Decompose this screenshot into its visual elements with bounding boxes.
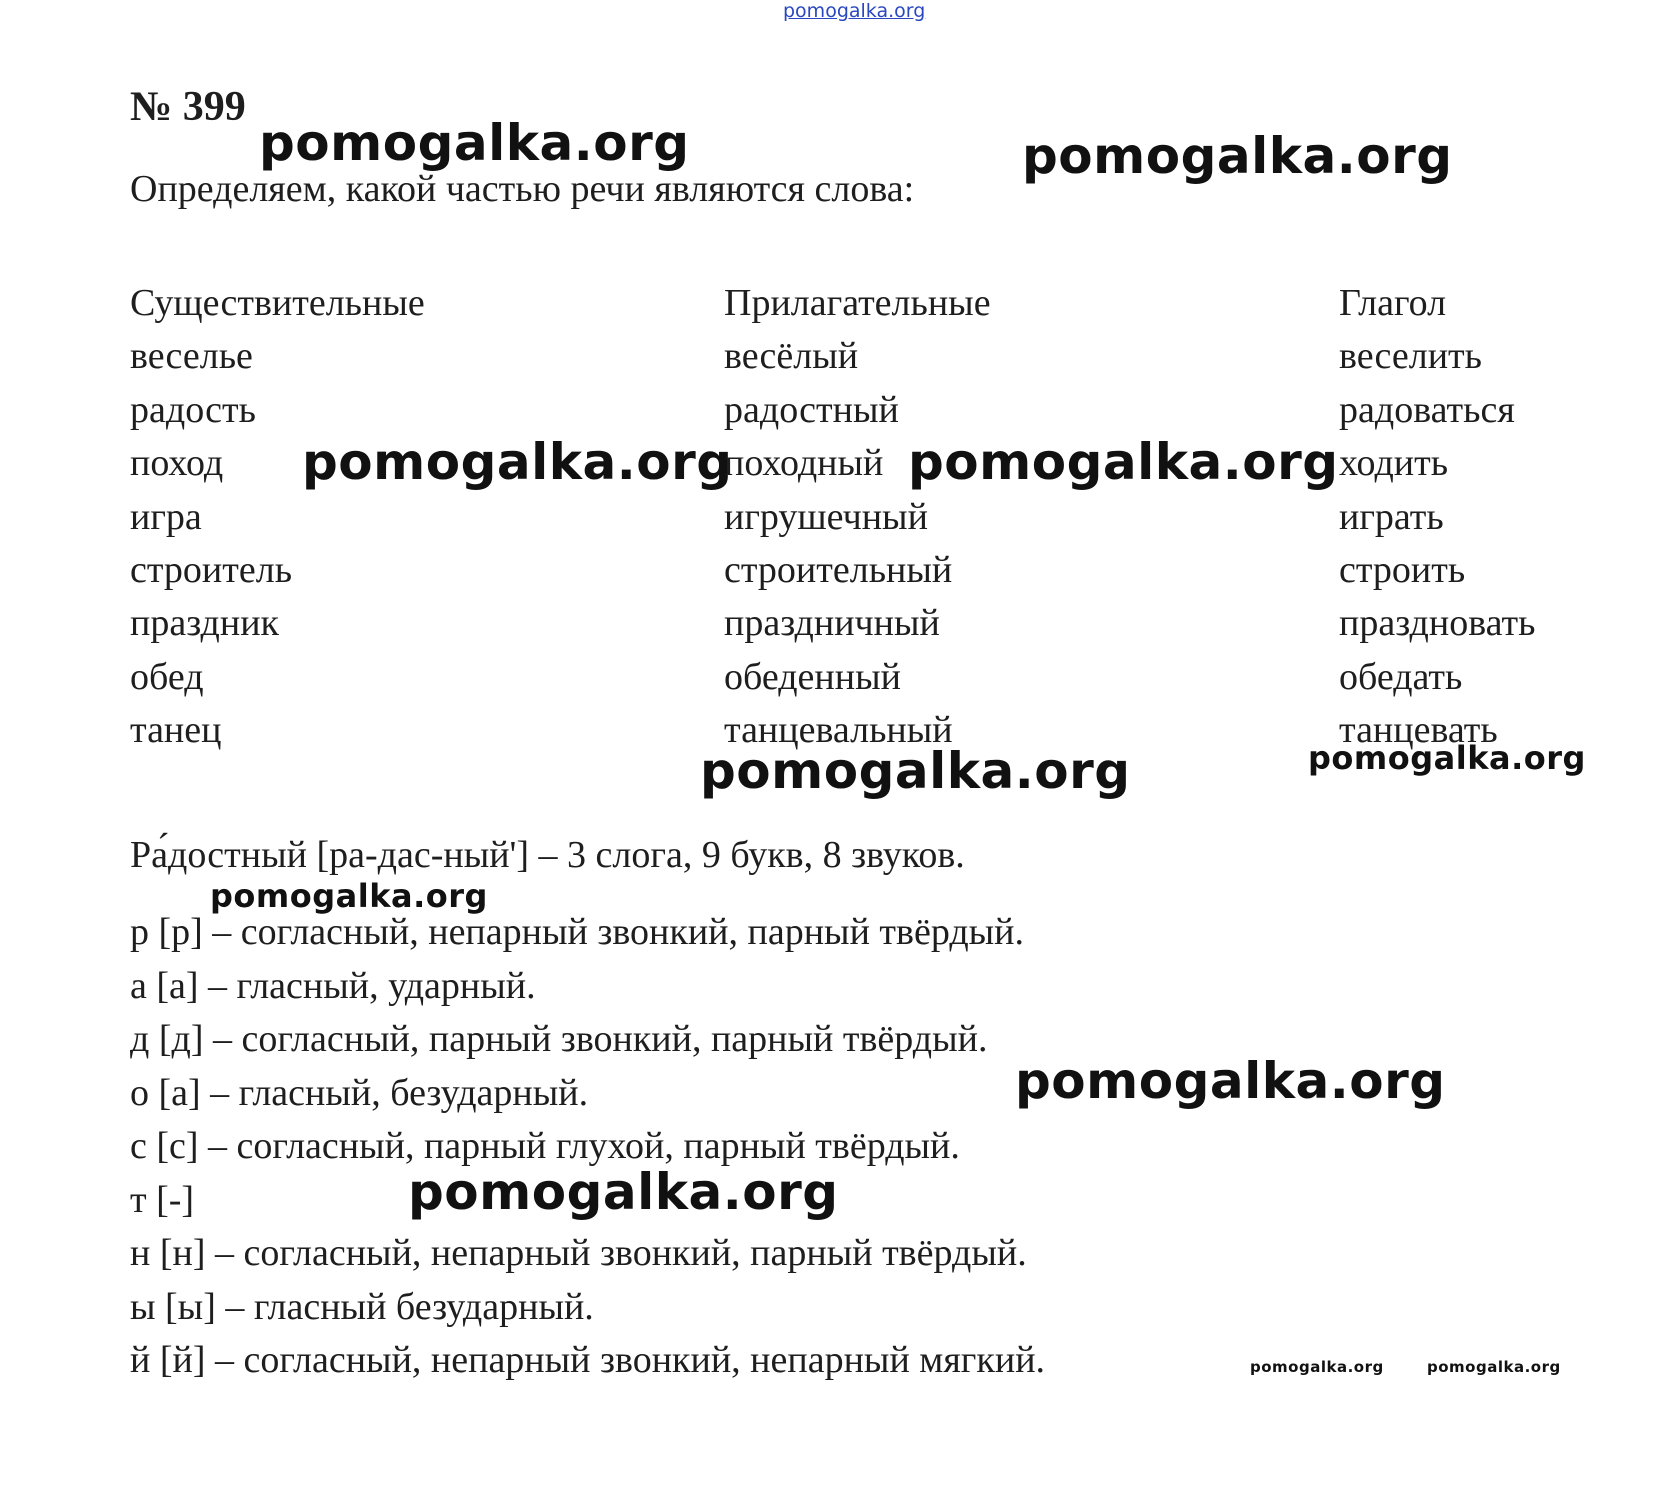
watermark: pomogalka.org: [259, 114, 690, 172]
sound-line: р [р] – согласный, непарный звонкий, парный твёрдый.: [130, 911, 1025, 953]
adjective-word: походный: [724, 442, 884, 485]
watermark: pomogalka.org: [1308, 739, 1586, 777]
column-header: Глагол: [1339, 282, 1447, 324]
watermark: pomogalka.org: [1250, 1358, 1384, 1376]
noun-word: радость: [130, 388, 256, 431]
sound-line: с [с] – согласный, парный глухой, парный твёрдый.: [130, 1125, 960, 1167]
phonetic-analysis-list: [130, 906, 1045, 1388]
adjective-word: строительный: [724, 548, 953, 591]
noun-word: игра: [130, 495, 202, 538]
watermark: pomogalka.org: [1022, 127, 1453, 185]
nouns-column: [130, 277, 425, 758]
watermark: pomogalka.org: [1015, 1052, 1446, 1110]
adjective-word: радостный: [724, 388, 899, 431]
column-header: Прилагательные: [724, 282, 991, 324]
adjective-word: танцевальный: [724, 709, 953, 752]
noun-word: веселье: [130, 335, 253, 378]
sound-line: а [а] – гласный, ударный.: [130, 964, 536, 1007]
verb-word: строить: [1339, 548, 1466, 591]
verb-word: танцевать: [1339, 709, 1498, 752]
watermark-top-link[interactable]: pomogalka.org: [783, 0, 926, 22]
watermark: pomogalka.org: [1427, 1358, 1561, 1376]
watermark: pomogalka.org: [908, 433, 1339, 491]
sound-line: д [д] – согласный, парный звонкий, парный твёрдый.: [130, 1018, 988, 1060]
adjective-word: праздничный: [724, 602, 940, 645]
verb-word: играть: [1339, 495, 1444, 538]
adjective-word: весёлый: [724, 335, 859, 378]
watermark: pomogalka.org: [700, 742, 1131, 800]
phonetic-analysis-title: Ра́достный [ра-дас-ный'] – 3 слога, 9 букв, 8 звуков.: [130, 834, 965, 876]
noun-word: танец: [130, 709, 222, 752]
watermark: pomogalka.org: [302, 433, 733, 491]
verb-word: веселить: [1339, 335, 1482, 378]
sound-line: й [й] – согласный, непарный звонкий, непарный мягкий.: [130, 1339, 1046, 1381]
watermark: pomogalka.org: [210, 877, 488, 915]
task-intro: Определяем, какой частью речи являются слова:: [130, 168, 915, 210]
verb-word: радоваться: [1339, 388, 1515, 431]
verb-word: праздновать: [1339, 602, 1536, 645]
verb-word: ходить: [1339, 442, 1449, 485]
noun-word: обед: [130, 655, 204, 698]
noun-word: строитель: [130, 548, 293, 591]
noun-word: поход: [130, 442, 224, 485]
adjectives-column: [724, 277, 991, 758]
verb-word: обедать: [1339, 655, 1463, 698]
watermark: pomogalka.org: [408, 1163, 839, 1221]
adjective-word: игрушечный: [724, 495, 928, 538]
sound-line: о [а] – гласный, безударный.: [130, 1071, 589, 1114]
sound-line: т [-]: [130, 1178, 195, 1221]
sound-line: н [н] – согласный, непарный звонкий, парный твёрдый.: [130, 1232, 1027, 1274]
noun-word: праздник: [130, 602, 279, 645]
sound-line: ы [ы] – гласный безударный.: [130, 1285, 594, 1328]
column-header: Существительные: [130, 282, 425, 324]
verbs-column: [1339, 277, 1535, 758]
task-number: № 399: [130, 84, 246, 130]
adjective-word: обеденный: [724, 655, 901, 698]
